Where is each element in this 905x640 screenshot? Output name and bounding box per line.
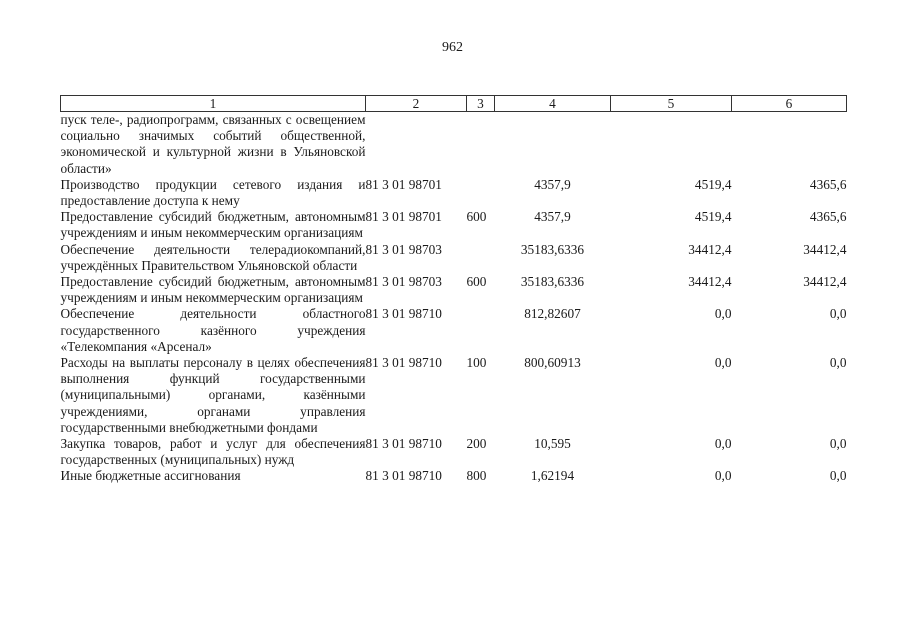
row-value-2 <box>611 112 732 177</box>
column-header: 1 <box>61 96 366 112</box>
column-header: 2 <box>366 96 467 112</box>
row-value-3: 4365,6 <box>809 176 847 192</box>
row-csr: 81 3 01 98703 <box>365 274 442 290</box>
row-value-1: 4357,9 <box>534 209 571 225</box>
row-vr: 800 <box>466 468 487 484</box>
column-header: 5 <box>611 96 732 112</box>
row-name: Предоставление субсидий бюджетным, автономным учреждениям и иным некоммерческим организациям <box>60 209 366 241</box>
table-row <box>61 177 847 209</box>
row-value-1: 812,82607 <box>524 306 581 322</box>
row-value-2: 34412,4 <box>688 241 732 257</box>
row-vr: 200 <box>466 436 487 452</box>
row-value-3: 0,0 <box>829 355 847 371</box>
row-vr: 600 <box>466 209 487 225</box>
row-value-2: 4519,4 <box>694 176 732 192</box>
row-vr <box>467 112 495 177</box>
row-vr <box>467 177 495 209</box>
row-name: Предоставление субсидий бюджетным, автономным учреждениям и иным некоммерческим организациям <box>60 274 366 306</box>
table-row <box>61 274 847 306</box>
column-header: 4 <box>495 96 611 112</box>
row-csr: 81 3 01 98701 <box>365 209 442 225</box>
table-row <box>61 436 847 468</box>
column-header: 6 <box>732 96 847 112</box>
row-value-1: 35183,6336 <box>520 241 585 257</box>
row-value-3: 0,0 <box>829 436 847 452</box>
table-row <box>61 306 847 355</box>
row-name: Производство продукции сетевого издания и предоставление доступа к нему <box>60 176 366 209</box>
row-value-3: 34412,4 <box>803 274 847 290</box>
row-name: Обеспечение деятельности областного государственного казённого учреждения «Телекомпания «Арсенал» <box>60 306 366 354</box>
table-row <box>61 468 847 484</box>
table-row <box>61 242 847 274</box>
row-value-2: 0,0 <box>714 436 732 452</box>
row-csr: 81 3 01 98710 <box>365 468 442 484</box>
row-name: пуск теле-, радиопрограмм, связанных с освещением социально значимых событий общественной, экономической и культурной жизни в Ульяновской области» <box>60 112 366 176</box>
row-name: Закупка товаров, работ и услуг для обеспечения государственных (муниципальных) нужд <box>60 436 366 468</box>
row-vr: 600 <box>466 274 487 290</box>
table-row <box>61 209 847 241</box>
row-name: Обеспечение деятельности телерадиокомпаний, учреждённых Правительством Ульяновской области <box>60 241 366 273</box>
row-value-1: 10,595 <box>534 436 571 452</box>
row-value-1: 4357,9 <box>534 176 571 192</box>
row-value-3: 34412,4 <box>803 241 847 257</box>
row-vr <box>467 242 495 274</box>
row-name: Расходы на выплаты персоналу в целях обеспечения выполнения функций государственными (муниципальными) органами, казёнными учреждениями, органами управления государственными внебюджетными фондами <box>60 355 366 435</box>
row-value-3: 4365,6 <box>809 209 847 225</box>
row-csr: 81 3 01 98710 <box>365 355 442 371</box>
row-value-3: 0,0 <box>829 306 847 322</box>
row-name: Иные бюджетные ассигнования <box>60 468 241 484</box>
table-row <box>61 112 847 177</box>
row-value-3: 0,0 <box>829 468 847 484</box>
column-header: 3 <box>467 96 495 112</box>
row-value-2: 0,0 <box>714 468 732 484</box>
page-number: 962 <box>442 40 463 55</box>
row-csr: 81 3 01 98701 <box>365 176 442 192</box>
row-value-2: 4519,4 <box>694 209 732 225</box>
row-value-1 <box>495 112 611 177</box>
row-value-1: 1,62194 <box>530 468 575 484</box>
row-csr <box>366 112 467 177</box>
row-vr: 100 <box>466 355 487 371</box>
row-value-1: 35183,6336 <box>520 274 585 290</box>
row-vr <box>467 306 495 355</box>
table-header-row <box>61 96 847 112</box>
row-value-2: 34412,4 <box>688 274 732 290</box>
budget-table <box>60 95 847 485</box>
row-csr: 81 3 01 98703 <box>365 241 442 257</box>
row-value-2: 0,0 <box>714 355 732 371</box>
row-value-1: 800,60913 <box>524 355 581 371</box>
row-value-3 <box>732 112 847 177</box>
table-row <box>61 355 847 436</box>
row-value-2: 0,0 <box>714 306 732 322</box>
row-csr: 81 3 01 98710 <box>365 306 442 322</box>
row-csr: 81 3 01 98710 <box>365 436 442 452</box>
